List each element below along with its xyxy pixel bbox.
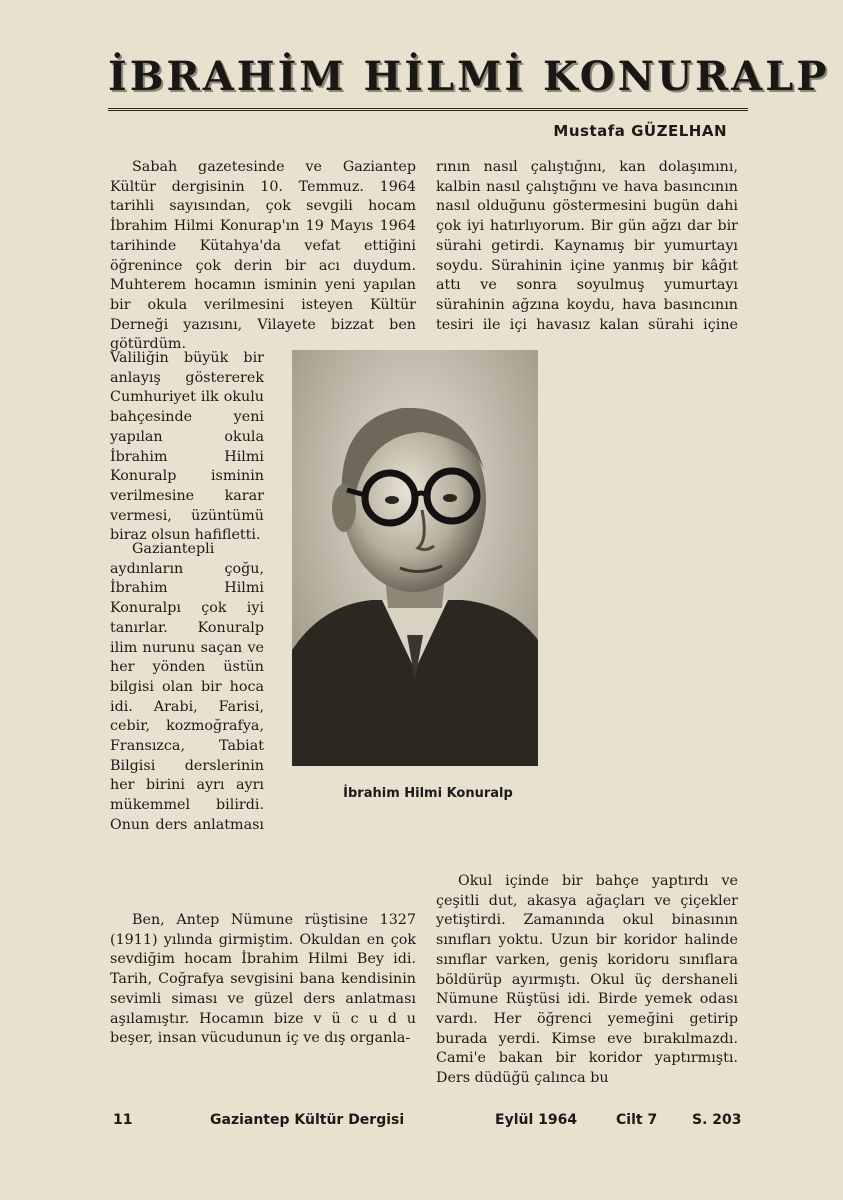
- left-paragraph-3: Gaziantepli aydınların çoğu, İbrahim Hilmi Konuralpı çok iyi tanırlar. Konuralp ilim nurunu saçan ve her yönden üstün bilgisi olan bir hoca idi. Arabi, Farisi, cebir, kozmoğrafya, Fransızca, Tabiat Bilgisi derslerinin her birini ayrı ayrı mükemmel bilirdi. Onun ders anlatması: [110, 541, 264, 832]
- right-paragraph-1: rının nasıl çalıştığını, kan dolaşımını, kalbin nasıl çalıştığını ve hava basıncının nasıl olduğunu göstermesini bugün dahi çok iyi hatırlıyorum. Bir gün ağzı dar bir sürahi getirdi. Kaynamış bir yumurtayı soydu. Sürahinin içine yanmış bir kâğıt attı ve sonra soyulmuş yumurtayı sürahinin ağzına koydu, hava basıncının tesiri ile içi havasız kalan sürahi içine: [436, 159, 738, 333]
- left-paragraph-1: Sabah gazetesinde ve Gaziantep Kültür dergisinin 10. Temmuz. 1964 tarihli sayısından, çok sevgili hocam İbrahim Hilmi Konurap'ın 19 Mayıs 1964 tarihinde Kütahya'da vefat ettiğini öğrenince çok derin bir acı duydum. Muhterem hocamın isminin yeni yapılan bir okula verilmesini isteyen Kültür Derneği yazısını, Vilayete bizzat ben götürdüm.: [110, 159, 416, 353]
- page-number: 11: [113, 1112, 133, 1128]
- issue-date: Eylül 1964: [495, 1112, 578, 1128]
- issue-number: S. 203: [692, 1112, 742, 1128]
- journal-name: Gaziantep Kültür Dergisi: [210, 1112, 405, 1128]
- author-name: Mustafa GÜZELHAN: [553, 122, 727, 140]
- left-paragraph-2: Valiliğin büyük bir anlayış göstererek Cumhuriyet ilk okulu bahçesinde yeni yapılan okula İbrahim Hilmi Konuralp isminin verilmesine karar vermesi, üzüntümü biraz olsun hafifletti.: [110, 350, 264, 544]
- photo-caption: İbrahim Hilmi Konuralp: [343, 786, 513, 801]
- right-paragraph-2: Okul içinde bir bahçe yaptırdı ve çeşitli dut, akasya ağaçları ve çiçekler yetiştirdi. Zamanında okul binasının sınıfları yoktu. Uzun bir koridor halinde sınıflar varken, geniş koridoru sınıflara böldürüp ayırmıştı. Okul üç dershaneli Nümune Rüştüsi idi. Birde yemek odası vardı. Her öğrenci yemeğini getirip burada yerdi. Kimse eve bırakılmazdı. Cami'e bakan bir koridor yaptırmıştı. Ders düdüğü çalınca bu: [436, 873, 738, 1087]
- volume-number: Cilt 7: [616, 1112, 658, 1128]
- article-title: İBRAHİM HİLMİ KONURALP: [108, 48, 748, 111]
- portrait-photo: [292, 350, 538, 766]
- left-paragraph-4: Ben, Antep Nümune rüştisine 1327 (1911) yılında girmiştim. Okuldan en çok sevdiğim hocam İbrahim Hilmi Bey idi. Tarih, Coğrafya sevgisini bana kendisinin sevimli siması ve güzel ders anlatması aşılamıştır. Hocamın bize v ü c u d u beşer, insan vücudunun iç ve dış organla-: [110, 912, 416, 1047]
- portrait-illustration: [292, 350, 538, 766]
